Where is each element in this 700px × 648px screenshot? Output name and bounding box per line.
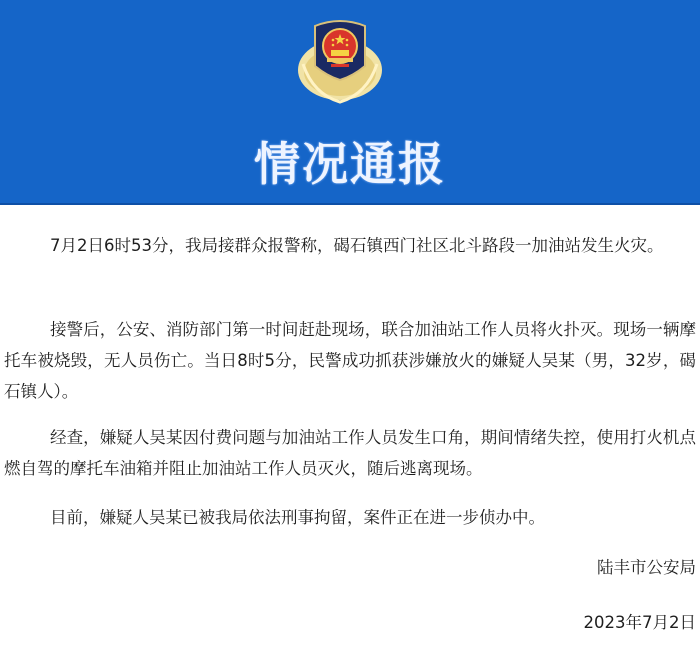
police-emblem-icon [293, 14, 387, 106]
paragraph-response-and-arrest: 接警后，公安、消防部门第一时间赶赴现场，联合加油站工作人员将火扑灭。现场一辆摩托车被烧毁，无人员伤亡。当日8时5分，民警成功抓获涉嫌放火的嫌疑人吴某（男，32岁，碣石镇人）。 [4, 320, 696, 401]
header-banner [0, 0, 700, 205]
paragraph-investigation: 经查，嫌疑人吴某因付费问题与加油站工作人员发生口角，期间情绪失控，使用打火机点燃自驾的摩托车油箱并阻止加油站工作人员灭火，随后逃离现场。 [4, 428, 696, 478]
issuer-signature: 陆丰市公安局 [597, 558, 696, 577]
banner-title: 情况通报 [254, 137, 446, 191]
issue-date: 2023年7月2日 [583, 613, 696, 632]
paragraph-incident-report: 7月2日6时53分，我局接群众报警称，碣石镇西门社区北斗路段一加油站发生火灾。 [50, 236, 664, 255]
paragraph-current-status: 目前，嫌疑人吴某已被我局依法刑事拘留，案件正在进一步侦办中。 [50, 508, 545, 527]
